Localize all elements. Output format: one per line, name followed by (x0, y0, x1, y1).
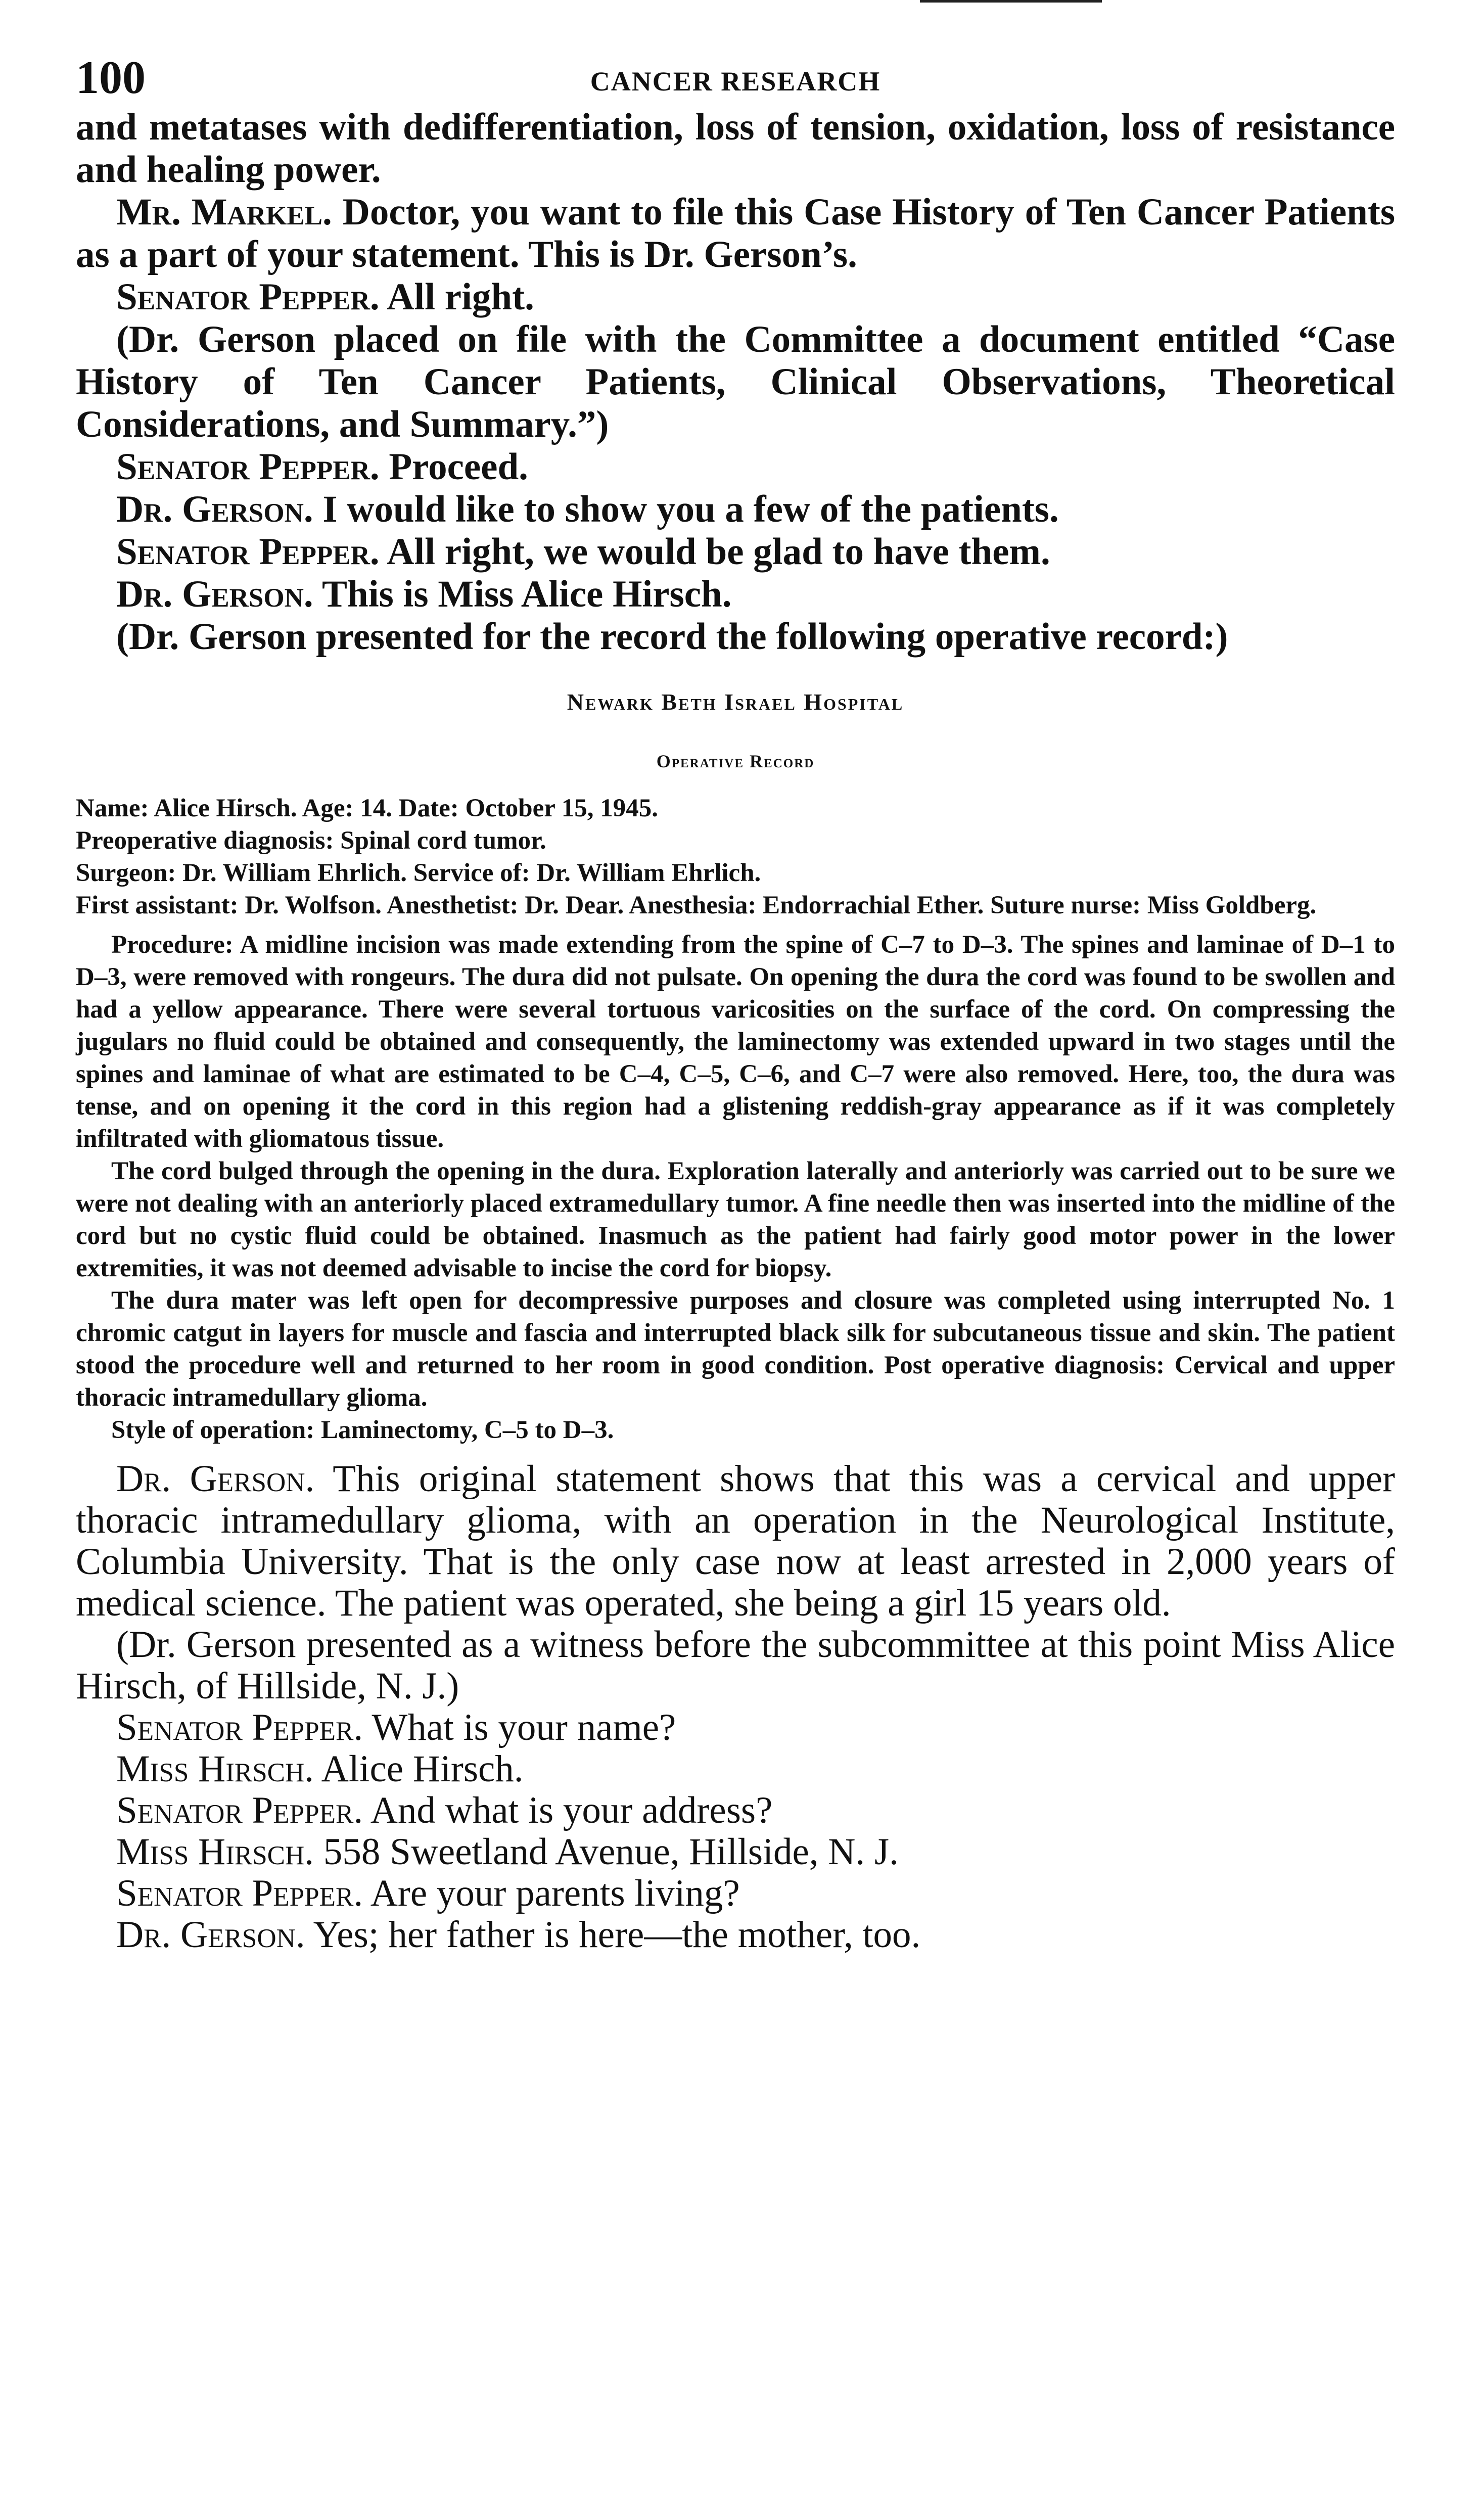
paragraph-text: Proceed. (379, 446, 528, 488)
paragraph-text: What is your name? (363, 1706, 676, 1748)
paragraph-text: 558 Sweetland Avenue, Hillside, N. J. (314, 1831, 899, 1873)
paragraph-text: All right. (379, 276, 534, 318)
page-number: 100 (76, 52, 146, 103)
page-header (76, 30, 1395, 106)
speaker: Senator Pepper. (116, 446, 380, 488)
paragraph (76, 1458, 1395, 1624)
speaker: Dr. Gerson. (116, 1914, 305, 1956)
paragraph (76, 106, 1395, 191)
paragraph (76, 1831, 1395, 1873)
record-paragraph: Style of operation: Laminectomy, C–5 to D–3. (111, 1416, 614, 1444)
paragraph-text: and metatases with dedifferentiation, loss of tension, oxidation, loss of resistance and healing power. (76, 106, 1395, 191)
speaker: Miss Hirsch. (116, 1748, 314, 1790)
paragraph (76, 573, 1395, 616)
paragraph-text: (Dr. Gerson presented for the record the following operative record:) (116, 616, 1228, 658)
paragraph (76, 488, 1395, 531)
hospital-heading: Newark Beth Israel Hospital (567, 689, 904, 715)
record-paragraph: Procedure: A midline incision was made extending from the spine of C–7 to D–3. The spines and laminae of D–1 to D–3, were removed with rongeurs. The dura did not pulsate. On opening the dura the cord was found to be swollen and had a yellow appearance. There were several tortuous varicosities on the surface of the cord. On compressing the jugulars no fluid could be obtained and consequently, the laminectomy was extended upward in two stages until the spines and laminae of what are estimated to be C–4, C–5, C–6, and C–7 were also removed. Here, too, the dura was tense, and on opening it the cord in this region had a glistening reddish-gray appearance as if it was completely infiltrated with gliomatous tissue. (76, 931, 1395, 1153)
paragraph (76, 1873, 1395, 1914)
paragraph (76, 1914, 1395, 1956)
speaker: Senator Pepper. (116, 1789, 363, 1831)
record-field: Surgeon: Dr. William Ehrlich. Service of: Dr. William Ehrlich. (76, 859, 761, 887)
paragraph (76, 1707, 1395, 1748)
record-paragraph: The dura mater was left open for decompressive purposes and closure was completed using interrupted No. 1 chromic catgut in layers for muscle and fascia and interrupted black silk for subcutaneous tissue and skin. The patient stood the procedure well and returned to her room in good condition. Post operative diagnosis: Cervical and upper thoracic intramedullary glioma. (76, 1286, 1395, 1412)
testimony-top (76, 106, 1395, 658)
speaker: Dr. Gerson. (116, 488, 313, 530)
paragraph (76, 531, 1395, 573)
paragraph (76, 1624, 1395, 1707)
record-field: First assistant: Dr. Wolfson. Anesthetist: Dr. Dear. Anesthesia: Endorrachial Ether. Suture nurse: Miss Goldberg. (76, 891, 1317, 919)
record-paragraph: The cord bulged through the opening in the dura. Exploration laterally and anteriorly was carried out to be sure we were not dealing with an anteriorly placed extramedullary tumor. A fine needle then was inserted into the midline of the cord but no cystic fluid could be obtained. Inasmuch as the patient had fairly good motor power in the lower extremities, it was not deemed advisable to incise the cord for biopsy. (76, 1157, 1395, 1282)
speaker: Senator Pepper. (116, 531, 380, 573)
speaker: Senator Pepper. (116, 1706, 363, 1748)
running-head: CANCER RESEARCH (590, 66, 881, 97)
paragraph-text: (Dr. Gerson presented as a witness before the subcommittee at this point Miss Alice Hirsch, of Hillside, N. J.) (76, 1624, 1395, 1707)
paragraph (76, 1790, 1395, 1831)
speaker: Senator Pepper. (116, 276, 380, 318)
speaker: Dr. Gerson. (116, 573, 313, 615)
speaker: Mr. Markel. (116, 191, 332, 233)
record-field: Name: Alice Hirsch. Age: 14. Date: October 15, 1945. (76, 794, 658, 822)
paragraph-text: This is Miss Alice Hirsch. (313, 573, 732, 615)
speaker: Miss Hirsch. (116, 1831, 314, 1873)
paragraph-text: Are your parents living? (363, 1872, 740, 1914)
paragraph (76, 616, 1395, 658)
document-page (76, 30, 1395, 1956)
speaker: Dr. Gerson. (116, 1458, 315, 1500)
record-heading: Operative Record (656, 751, 815, 771)
speaker: Senator Pepper. (116, 1872, 363, 1914)
paragraph-text: And what is your address? (363, 1789, 773, 1831)
paragraph (76, 318, 1395, 446)
paragraph-text: Alice Hirsch. (314, 1748, 524, 1790)
top-rule (920, 0, 1102, 3)
paragraph-text: Yes; her father is here—the mother, too. (305, 1914, 921, 1956)
paragraph-text: (Dr. Gerson placed on file with the Committee a document entitled “Case History of Ten Cancer Patients, Clinical Observations, Theoretical Considerations, and Summary.”) (76, 318, 1395, 445)
testimony-bottom (76, 1458, 1395, 1956)
paragraph-text: Doctor, you want to file this Case History of Ten Cancer Patients as a part of your statement. This is Dr. Gerson’s. (76, 191, 1396, 275)
record-field: Preoperative diagnosis: Spinal cord tumor. (76, 826, 546, 855)
operative-record (76, 792, 1395, 1446)
paragraph-text: This original statement shows that this was a cervical and upper thoracic intramedullary glioma, with an operation in the Neurological Institute, Columbia University. That is the only case now at least arrested in 2,000 years of medical science. The patient was operated, she being a girl 15 years old. (76, 1458, 1395, 1624)
paragraph-text: I would like to show you a few of the patients. (313, 488, 1059, 530)
paragraph-text: All right, we would be glad to have them. (379, 531, 1050, 573)
paragraph (76, 446, 1395, 488)
paragraph (76, 1748, 1395, 1790)
paragraph (76, 191, 1395, 276)
paragraph (76, 276, 1395, 318)
